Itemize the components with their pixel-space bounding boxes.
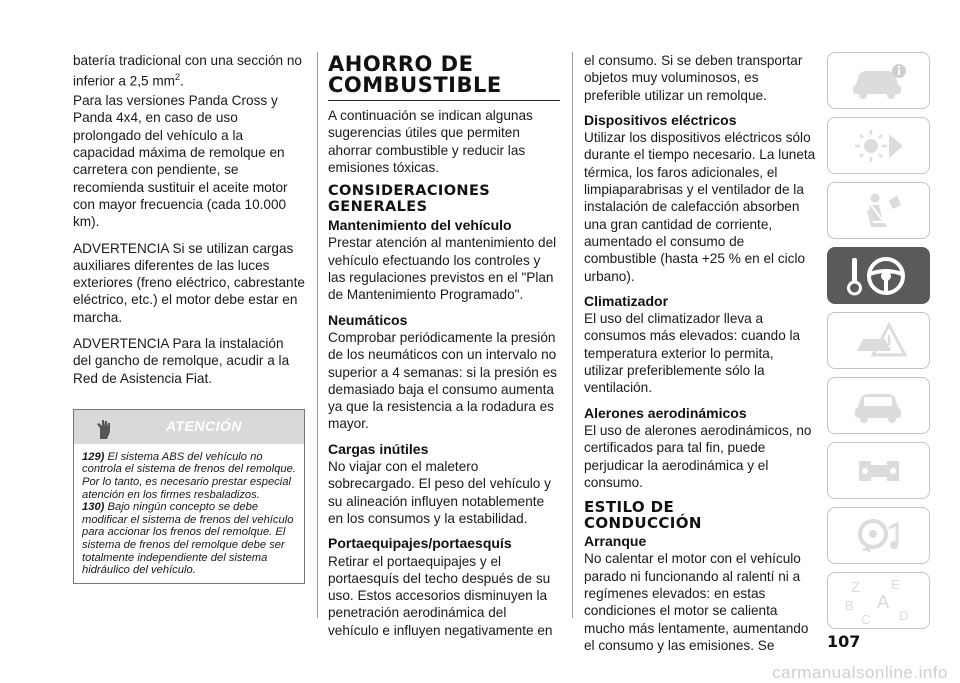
heading-roof-racks: Portaequipajes/portaesquís [328, 535, 512, 552]
heading-general-considerations: CONSIDERACIONES GENERALES [328, 183, 491, 215]
steering-wheel-key-icon [844, 254, 914, 298]
tab-alphabetical-index[interactable] [827, 572, 930, 629]
dashboard-lights-icon [849, 126, 909, 166]
svg-text:Z: Z [850, 578, 860, 596]
tab-starting-driving[interactable] [827, 247, 930, 304]
warning-header [74, 410, 304, 444]
paragraph-tyres: Comprobar periódicamente la presión de los neumáticos con un intervalo no superior a 4 semanas: si la presión es demasiado baja el consumo aumenta ya que la resistencia a la rodadura es mayor. [328, 329, 557, 432]
page-number: 107 [827, 632, 861, 651]
wrench-tools-icon [849, 451, 909, 491]
paragraph-electrical-devices: Utilizar los dispositivos eléctricos sólo durante el tiempo necesario. La luneta térmica, los faros adicionales, el limpiaparabrisas y el ventilador de la instalación de calefacción absorben una gran cantidad de corriente, aumentado el consumo de combustible (hasta +25 % en el ciclo urbano). [584, 130, 816, 284]
warning-item-129: 129) El sistema ABS del vehículo no controla el sistema de frenos del remolque. Por lo tanto, es necesario prestar especial atención en los firmes resbaladizos. [82, 450, 296, 501]
warning-box [73, 409, 305, 584]
svg-text:E: E [890, 576, 900, 592]
seat-safety-icon [849, 191, 909, 231]
footer-watermark: carmanualsonline.info [0, 662, 960, 683]
svg-text:D: D [898, 607, 908, 623]
multimedia-icon [849, 516, 909, 556]
car-info-icon [849, 61, 909, 101]
section-title-fuel-saving: AHORRO DE COMBUSTIBLE [328, 52, 502, 97]
column-middle [328, 52, 560, 639]
svg-text:A: A [876, 591, 889, 612]
tab-emergency[interactable] [827, 312, 930, 369]
paragraph-climate-control: El uso del climatizador lleva a consumos más elevados: cuando la temperatura exterior lo permita, utilizar preferiblemente sólo la ventilación. [584, 311, 801, 396]
warning-item-130: 130) Bajo ningún concepto se debe modificar el sistema de frenos del vehículo para accionar los frenos del remolque. El sistema de frenos del remolque debe ser totalmente independiente del sistema hidráulico del vehículo. [82, 501, 294, 577]
chapter-sidebar [827, 52, 930, 637]
paragraph-maintenance: Prestar atención al mantenimiento del vehículo efectuando los controles y las regulaciones previstos en el "Plan de Mantenimiento Programado". [328, 235, 557, 303]
tab-dashboard-lights[interactable] [827, 117, 930, 174]
column-right [584, 52, 816, 654]
heading-climate-control: Climatizador [584, 292, 669, 309]
warning-body [74, 444, 304, 583]
alphabetical-index-icon [839, 576, 919, 626]
tab-multimedia[interactable] [827, 507, 930, 564]
svg-text:C: C [860, 611, 870, 626]
paragraph-consumption-continued: el consumo. Si se deben transportar objetos muy voluminosos, es preferible utilizar un remolque. [584, 53, 803, 103]
column-divider [317, 52, 318, 618]
column-left [73, 52, 305, 584]
paragraph-spoilers: El uso de alerones aerodinámicos, no certificados para tal fin, puede perjudicar la aerodinámica y el consumo. [584, 422, 812, 490]
warning-triangle-icon [849, 321, 909, 361]
svg-text:B: B [844, 597, 854, 613]
paragraph-intro: A continuación se indican algunas sugerencias útiles que permiten ahorrar combustible y reducir las emisiones tóxicas. [328, 108, 533, 175]
hand-warning-icon [94, 418, 112, 440]
paragraph-oil-change: Para las versiones Panda Cross y Panda 4x4, en caso de uso prolongado del vehículo a la capacidad máxima de remolque en carretera con pendiente, se recomienda sustituir el aceite motor con mayor frecuencia (cada 10.000 km). [73, 93, 288, 230]
paragraph-battery: batería tradicional con una sección no inferior a 2,5 $mm^2$. [73, 53, 302, 89]
heading-maintenance: Mantenimiento del vehículo [328, 217, 512, 234]
warning-title: ATENCIÓN [165, 418, 243, 435]
tab-seat-safety[interactable] [827, 182, 930, 239]
paragraph-advertencia-loads: ADVERTENCIA Si se utilizan cargas auxiliares diferentes de las luces exteriores (freno eléctrico, cabrestante eléctrico, etc.) el motor debe estar en marcha. [73, 240, 305, 325]
heading-useless-loads: Cargas inútiles [328, 440, 429, 457]
paragraph-starting: No calentar el motor con el vehículo parado ni funcionando al ralentí ni a regímenes elevados: en estas condiciones el motor se calienta mucho más lentamente, aumentando el consumo y las emisiones. Se [584, 551, 809, 653]
heading-starting: Arranque [584, 533, 647, 550]
heading-tyres: Neumáticos [328, 311, 408, 328]
car-maintenance-icon [849, 386, 909, 426]
paragraph-useless-loads: No viajar con el maletero sobrecargado. El peso del vehículo y su alineación influyen notablemente en los consumos y la estabilidad. [328, 459, 551, 526]
tab-maintenance[interactable] [827, 377, 930, 434]
heading-spoilers: Alerones aerodinámicos [584, 404, 747, 421]
column-divider [572, 52, 573, 618]
tab-technical-data[interactable] [827, 442, 930, 499]
heading-electrical-devices: Dispositivos eléctricos [584, 111, 737, 128]
tab-car-info[interactable] [827, 52, 930, 109]
title-rule [328, 100, 560, 101]
paragraph-roof-racks: Retirar el portaequipajes y el portaesquís del techo después de su uso. Estos accesorios disminuyen la penetración aerodinámica del vehículo e influyen negativamente en [328, 553, 553, 638]
heading-driving-style: ESTILO DE CONDUCCIÓN [584, 498, 702, 532]
paragraph-advertencia-hitch: ADVERTENCIA Para la instalación del gancho de remolque, acudir a la Red de Asistencia Fiat. [73, 335, 290, 386]
